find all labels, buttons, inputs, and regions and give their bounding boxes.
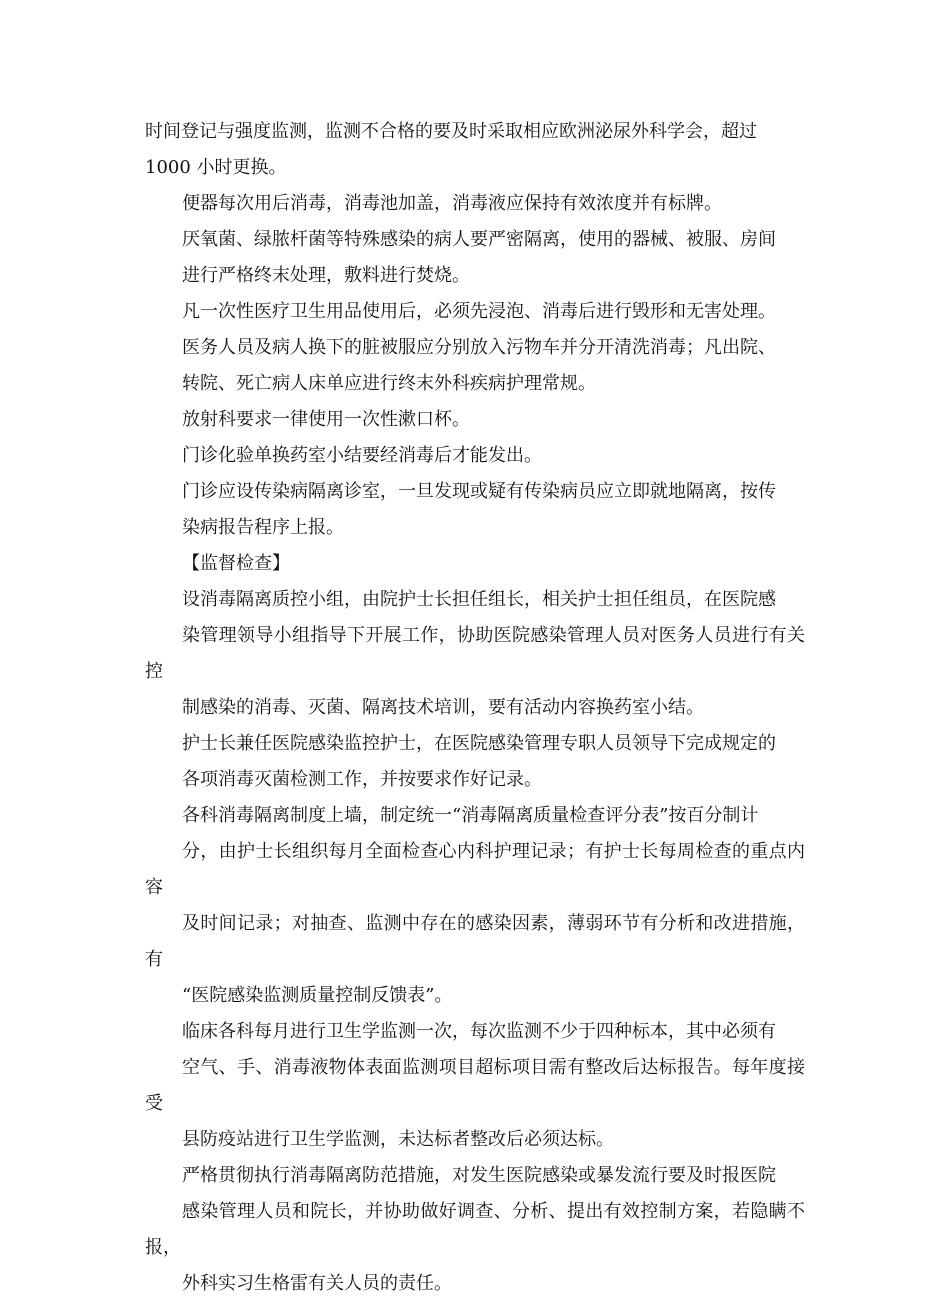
document-body xyxy=(145,114,805,1302)
body-paragraph xyxy=(145,438,805,474)
text-line: 县防疫站进行卫生学监测，未达标者整改后必须达标。 xyxy=(182,1129,614,1150)
continuation-paragraph xyxy=(145,114,805,186)
text-line: 制感染的消毒、灭菌、隔离技术培训，要有活动内容换药室小结。 xyxy=(182,697,704,718)
text-line: 放射科要求一律使用一次性漱口杯。 xyxy=(182,409,470,430)
text-line: 护士长兼任医院感染监控护士，在医院感染管理专职人员领导下完成规定的 xyxy=(182,733,776,754)
text-line: 严格贯彻执行消毒隔离防范措施，对发生医院感染或暴发流行要及时报医院 xyxy=(182,1165,776,1186)
body-paragraph xyxy=(145,222,805,294)
text-line: 门诊应设传染病隔离诊室，一旦发现或疑有传染病员应立即就地隔离，按传 xyxy=(182,481,776,502)
text-line: 各科消毒隔离制度上墙，制定统一“消毒隔离质量检查评分表”按百分制计 xyxy=(182,805,759,826)
text-line: 设消毒隔离质控小组，由院护士长担任组长，相关护士担任组员，在医院感 xyxy=(182,589,776,610)
text-line: 外科实习生格雷有关人员的责任。 xyxy=(182,1273,452,1294)
text-line: 门诊化验单换药室小结要经消毒后才能发出。 xyxy=(182,445,542,466)
text-line: 各项消毒灭菌检测工作，并按要求作好记录。 xyxy=(182,769,542,790)
body-paragraph xyxy=(145,798,805,1014)
body-paragraph xyxy=(145,402,805,438)
text-line: “医院感染监测质量控制反馈表”。 xyxy=(182,985,453,1006)
body-paragraph xyxy=(145,474,805,546)
text-line: 时间登记与强度监测，监测不合格的要及时采取相应欧洲泌尿外科学会，超过 xyxy=(145,121,757,142)
text-line: 医务人员及病人换下的脏被服应分别放入污物车并分开清洗消毒；凡出院、 xyxy=(182,337,776,358)
text-line: 感染管理人员和院长，并协助做好调查、分析、提出有效控制方案，若隐瞒不报， xyxy=(145,1201,805,1258)
text-line: 分，由护士长组织每月全面检查心内科护理记录；有护士长每周检查的重点内容 xyxy=(145,841,805,898)
text-line: 凡一次性医疗卫生用品使用后，必须先浸泡、消毒后进行毁形和无害处理。 xyxy=(182,301,776,322)
body-paragraph xyxy=(145,1158,805,1302)
text-line: 转院、死亡病人床单应进行终末外科疾病护理常规。 xyxy=(182,373,596,394)
body-paragraph xyxy=(145,186,805,222)
text-line: 便器每次用后消毒，消毒池加盖，消毒液应保持有效浓度并有标牌。 xyxy=(182,193,722,214)
text-line: 进行严格终末处理，敷料进行焚烧。 xyxy=(182,265,470,286)
text-line: 1000 小时更换。 xyxy=(145,157,287,178)
text-line: 及时间记录；对抽查、监测中存在的感染因素，薄弱环节有分析和改进措施，有 xyxy=(145,913,805,970)
text-line: 空气、手、消毒液物体表面监测项目超标项目需有整改后达标报告。每年度接受 xyxy=(145,1057,805,1114)
text-line: 临床各科每月进行卫生学监测一次，每次监测不少于四种标本，其中必须有 xyxy=(182,1021,776,1042)
text-line: 厌氧菌、绿脓杆菌等特殊感染的病人要严密隔离，使用的器械、被服、房间 xyxy=(182,229,776,250)
body-paragraph xyxy=(145,294,805,330)
text-line: 染病报告程序上报。 xyxy=(182,517,344,538)
body-paragraph xyxy=(145,582,805,726)
section-heading xyxy=(145,546,805,582)
body-paragraph xyxy=(145,1014,805,1158)
body-paragraph xyxy=(145,330,805,402)
text-line: 【监督检查】 xyxy=(182,553,290,574)
text-line: 染管理领导小组指导下开展工作，协助医院感染管理人员对医务人员进行有关控 xyxy=(145,625,805,682)
body-paragraph xyxy=(145,726,805,798)
